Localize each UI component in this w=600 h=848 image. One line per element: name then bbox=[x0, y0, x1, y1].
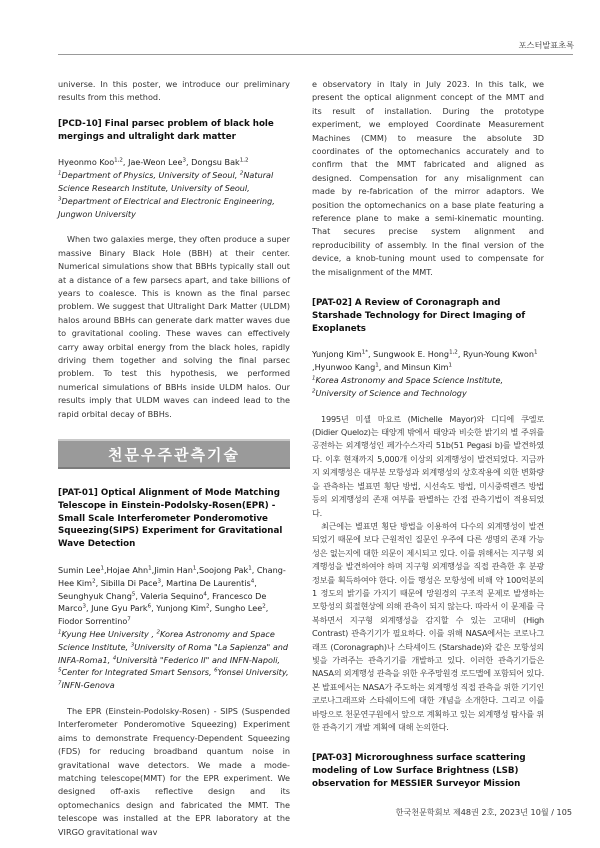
author-sup: 1 bbox=[192, 565, 197, 572]
affil-sup: 7 bbox=[58, 680, 62, 687]
author-name: June Gyu Park bbox=[91, 603, 148, 614]
pat02-body-p1: 1995년 미셸 마요르 (Michelle Mayor)와 디디에 쿠엘로 (Didier Queloz)는 태양계 밖에서 태양과 비슷한 밝기의 별 주위를 공전하는 외계행성인 페가수스자리 51b(51 Pegasi b)를 발견하였다. 이후 현재까지 5,000개 이상의 외계행성이 발견되었다. 지금까지 외계행성은 대부분 모항성과 외계행성의 상호작용에 의한 변화량을 관측하는 별표면 횡단 방법, 시선속도 방법, 미시중력렌즈 방법 등의 외계행성의 존재 여부를 판별하는 간접 관측기법이 적용되었다. bbox=[312, 413, 544, 518]
affil-text: Center for Integrated Smart Sensors, bbox=[61, 667, 215, 678]
affil-sup: 6 bbox=[214, 667, 218, 674]
author-sup: 1* bbox=[361, 349, 369, 356]
author-sup: 3 bbox=[157, 578, 161, 585]
author-name: Sumin Lee bbox=[58, 565, 101, 576]
author-name: Jae-Weon Lee bbox=[128, 157, 183, 168]
author-name: Francesco De Marco bbox=[58, 590, 267, 614]
author-sup: 1 bbox=[533, 349, 538, 356]
author-name: Yunjong Kim bbox=[312, 349, 362, 360]
affil-text: University of Science and Technology bbox=[315, 387, 467, 398]
author-sup: 1,2 bbox=[449, 349, 458, 356]
section-banner: 천문우주관측기술 bbox=[58, 439, 290, 469]
author-name: Chang-Hee Kim bbox=[58, 565, 286, 588]
pat01-body-left: The EPR (Einstein-Podolsky-Rosen) - SIPS (Suspended Interferometer Ponderomotive Squeezing) Experiment aims to demonstrate Frequency-Dependent Squeezing (FDS) for reducing broadband quantum noise in gravitational wave detectors. We made a mode-matching telescope(MMT) for the EPR experiment. We designed off-axis reflective design and its optomechanics design and fabricated the MMT. The telescope was installed at the EPR laboratory at the VIRGO gravitational wav bbox=[58, 706, 290, 837]
pat02-title: [PAT-02] A Review of Coronagraph and Starshade Technology for Direct Imaging of Exoplanets bbox=[312, 298, 526, 334]
pcd10-affiliations bbox=[58, 169, 290, 220]
author-sup: 1 bbox=[375, 362, 379, 369]
affil-text: Yonsei University, bbox=[217, 667, 289, 678]
affil-sup: 5 bbox=[58, 667, 62, 674]
author-sup: 3 bbox=[182, 157, 186, 164]
affil-sup: 3 bbox=[58, 196, 62, 203]
affil-text: Department of Electrical and Electronic Engineering, Jungwon University bbox=[58, 195, 275, 219]
affil-text: University of Roma "La Sapienza" and INFA-Roma1, bbox=[58, 641, 289, 665]
pat01-body-continued: e observatory in Italy in July 2023. In this talk, we present the optical alignment concept of the MMT and its result of installation. During the prototype experiment, we employed Coordinate Measurement Machines (CMM) to measure the absolute 3D coordinates of the optomechanics accurately and to confirm that the MMT fabricated and aligned as designed. Compensation for any misalignment can made by re-fabrication of the mirror adaptors. We position the optomechanics on a base plate featuring a reference plane to make a semi-kinematic mounting. That secures precise system alignment and reproducibility of assembly. In the final version of the device, a knob-tuning mount used to compensate for the misalignment of the MMT. bbox=[312, 79, 544, 277]
author-sup: 3 bbox=[82, 603, 86, 610]
affil-sup: 3 bbox=[130, 642, 135, 649]
pcd10-title: [PCD-10] Final parsec problem of black hole mergings and ultralight dark matter bbox=[58, 118, 274, 142]
author-name: Hyeonmo Koo bbox=[58, 157, 115, 168]
affil-sup: 2 bbox=[239, 170, 244, 177]
affil-text: Kyung Hee University , bbox=[61, 629, 157, 640]
author-sup: 1 bbox=[100, 565, 104, 572]
affil-sup: 2 bbox=[156, 629, 161, 636]
section-label: 포스터발표초록 bbox=[518, 40, 574, 50]
author-sup: 1 bbox=[148, 565, 152, 572]
author-sup: 6 bbox=[147, 603, 152, 610]
pat01-title: [PAT-01] Optical Alignment of Mode Matching Telescope in Einstein-Podolsky-Rosen(EPR) - Small Scale Interferometer Ponderomotive Squeezing(SIPS) Experiment for Gravitational Wave Detection bbox=[58, 488, 283, 550]
author-sup: 1,2 bbox=[114, 157, 123, 164]
affil-text: INFN-Genova bbox=[61, 680, 115, 691]
pat03-title: [PAT-03] Microroughness surface scattering modeling of Low Surface Brightness (LSB) observation for MESSIER Surveyor Mission bbox=[312, 753, 526, 790]
author-sup: 2 bbox=[262, 603, 266, 610]
affil-sup: 1 bbox=[312, 375, 316, 382]
author-sup: 4 bbox=[250, 578, 255, 585]
pat02-body-p2: 최근에는 별표면 횡단 방법을 이용하여 다수의 외계행성이 발견되었기 때문에 보다 근원적인 질문인 우주에 다른 생명의 존재 가능성은 없는지에 대한 의문이 제시되고 있다. 이를 위해서는 지구형 외계행성을 발견하여야 하며 지구형 외계행성을 직접 관측한 후 분광 정보를 획득하여야 한다. 이들 행성은 모항성에 비해 약 100억분의 1 정도의 밝기를 가지기 때문에 망원경의 구조적 문제로 발생하는 모항성의 회절현상에 의해 관측이 되지 않는다. 따라서 이 문제를 극복하면서 지구형 외계행성을 감지할 수 있는 고대비 (High Contrast) 관측기기가 필요하다. 이를 위해 NASA에서는 코로나그래프 (Coronagraph)나 스타셰이드 (Starshade)와 같은 모항성의 빛을 가려주는 관측기기를 개발하고 있다. 이러한 관측기기들은 NASA의 외계행성 관측을 위한 우주망원경 로드맵에 포함되어 있다. 본 발표에서는 NASA가 주도하는 외계행성 직접 관측을 위한 기기인 코로나그래프와 스타쉐이드에 대한 개념을 소개한다. 그리고 이를 바탕으로 천문연구원에서 앞으로 계획하고 있는 외계행성 탐사를 위한 관측기기 개발 계획에 대해 논의한다. bbox=[312, 520, 544, 733]
pat01-affiliations bbox=[58, 628, 290, 692]
author-name: Jimin Han bbox=[154, 565, 193, 576]
author-sup: 1 bbox=[448, 362, 453, 369]
author-name: Ryun-Young Kwon bbox=[462, 349, 534, 360]
author-name: Seunghyuk Chang bbox=[58, 590, 132, 601]
author-name: Sibilla Di Pace bbox=[100, 577, 158, 588]
author-name: Yunjong Kim bbox=[156, 603, 207, 614]
author-name: Sungwook E. Hong bbox=[373, 349, 450, 360]
author-name: Fiodor Sorrentino bbox=[58, 616, 128, 627]
author-name: Soojong Pak bbox=[198, 565, 249, 576]
author-sup: 5 bbox=[131, 590, 136, 597]
author-name: Sungho Lee bbox=[214, 603, 263, 614]
author-name: Hyunwoo Kang bbox=[314, 362, 376, 373]
intro-paragraph: universe. In this poster, we introduce our preliminary results from this method. bbox=[58, 79, 290, 103]
affil-sup: 1 bbox=[58, 170, 62, 177]
author-sup: 4 bbox=[203, 590, 207, 597]
author-sup: 2 bbox=[92, 578, 96, 585]
author-name: Hojae Ahn bbox=[106, 565, 149, 576]
affil-text: Department of Physics, University of Seoul, bbox=[61, 170, 240, 181]
right-column bbox=[312, 78, 544, 791]
affil-text: Korea Astronomy and Space Science Institute, bbox=[58, 629, 275, 652]
affil-text: Università "Federico II" and INFN-Napoli, bbox=[116, 654, 281, 665]
header-rule bbox=[58, 54, 573, 55]
affil-text: Natural Science Research Institute, University of Seoul, bbox=[58, 170, 274, 193]
affil-sup: 1 bbox=[58, 629, 62, 636]
left-column bbox=[58, 78, 290, 839]
author-name: Minsun Kim bbox=[401, 362, 449, 373]
affil-sup: 2 bbox=[312, 388, 316, 395]
pat01-authors: Sumin Lee$^1$,Hojae Ahn$^1$,Jimin Han$^1$,Soojong Pak$^1$, Chang-Hee Kim$^2$, Sibilla Di Pace$^3$, Martina De Laurentis$^4$, Seunghyuk Chang$^5$, Valeria Sequino$^4$, Francesco De Marco$^3$, June Gyu Park$^6$, Yunjong Kim$^2$, Sungho Lee$^2$, Fiodor Sorrentino$^7$ bbox=[58, 565, 286, 627]
author-sup: 1 bbox=[248, 565, 252, 572]
affil-text: Korea Astronomy and Space Science Institute, bbox=[315, 375, 504, 386]
author-name: Dongsu Bak bbox=[191, 157, 240, 168]
author-sup: 1,2 bbox=[239, 157, 249, 164]
author-sup: 2 bbox=[206, 603, 210, 610]
affil-sup: 4 bbox=[112, 654, 117, 661]
footer-page-info: 한국천문학회보 제48권 2호, 2023년 10월 / 105 bbox=[395, 807, 572, 817]
pat02-affiliations bbox=[312, 374, 544, 400]
pcd10-authors: Hyeonmo Koo$^{1,2}$, Jae-Weon Lee$^3$, Dongsu Bak$^{1,2}$ bbox=[58, 157, 249, 168]
author-name: Martina De Laurentis bbox=[166, 577, 251, 588]
pcd10-body: When two galaxies merge, they often produce a super massive Binary Black Hole (BBH) at their center. Numerical simulations show that BBHs typically stall out at a distance of a few parsecs apart, and take billions of years to coalesce. This is known as the final parsec problem. We suggest that Ultralight Dark Matter (ULDM) halos around BBHs can generate dark matter waves due to gravitational cooling. These waves can effectively carry away orbital energy from the black holes, rapidly driving them together and solving the final parsec problem. To test this hypothesis, we performed numerical simulations of BBHs inside ULDM halos. Our results imply that ULDM waves can indeed lead to the rapid orbital decay of BBHs. bbox=[58, 234, 290, 419]
author-sup: 7 bbox=[127, 616, 131, 623]
pat02-authors: Yunjong Kim$^{1*}$, Sungwook E. Hong$^{1,2}$, Ryun-Young Kwon$^1$ ,Hyunwoo Kang$^1$, and Minsun Kim$^1$ bbox=[312, 349, 538, 373]
author-name: Valeria Sequino bbox=[140, 590, 204, 601]
